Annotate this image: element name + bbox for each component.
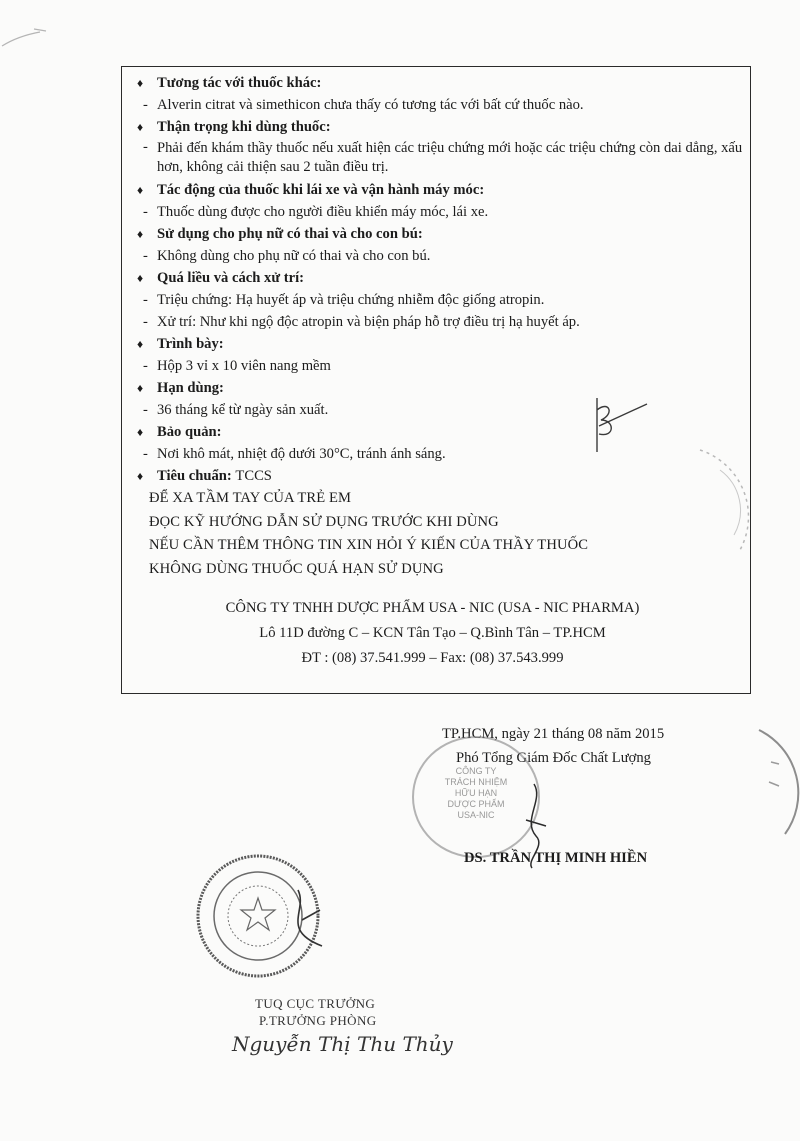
- dash-bullet: -: [143, 248, 148, 264]
- section-heading: [135, 465, 750, 487]
- section-heading: [135, 116, 750, 138]
- section-line: [135, 443, 750, 465]
- dash-bullet: -: [143, 97, 148, 113]
- section-heading: [135, 72, 750, 94]
- section-precautions: [135, 116, 750, 179]
- section-heading: [135, 377, 750, 399]
- diamond-bullet-icon: ♦: [137, 469, 144, 483]
- diamond-bullet-icon: ♦: [137, 76, 144, 90]
- section-heading: [135, 421, 750, 443]
- dash-bullet: -: [143, 358, 148, 374]
- warning-block: [135, 487, 750, 581]
- diamond-bullet-icon: ♦: [137, 271, 144, 285]
- side-stamp-partial: [690, 440, 750, 560]
- dash-bullet: -: [143, 402, 148, 418]
- line-text: Phải đến khám thầy thuốc nếu xuất hiện các triệu chứng mới hoặc các triệu chứng còn dai dẳng, xấu hơn, không cải thiện sau 2 tuần điều trị.: [157, 140, 743, 175]
- dash-bullet: -: [143, 204, 148, 220]
- leaflet-content: [135, 72, 750, 671]
- stamp-line: USA-NIC: [457, 810, 495, 820]
- section-line: [135, 289, 750, 311]
- line-text: 36 tháng kể từ ngày sản xuất.: [157, 402, 329, 418]
- stamp-line: CÔNG TY: [455, 766, 497, 776]
- warning-line: KHÔNG DÙNG THUỐC QUÁ HẠN SỬ DỤNG: [149, 560, 444, 577]
- line-text: Nơi khô mát, nhiệt độ dưới 30°C, tránh ánh sáng.: [157, 446, 446, 462]
- heading-text: Tác động của thuốc khi lái xe và vận hành máy móc:: [157, 182, 485, 198]
- section-driving: [135, 179, 750, 223]
- heading-text: Bảo quản:: [157, 424, 222, 440]
- section-overdose: [135, 267, 750, 333]
- dash-bullet: -: [143, 314, 148, 330]
- approver-signature-name: Nguyễn Thị Thu Thủy: [232, 1032, 453, 1056]
- dash-bullet: -: [143, 292, 148, 308]
- company-name: CÔNG TY TNHH DƯỢC PHẨM USA - NIC (USA - NIC PHARMA): [225, 600, 640, 616]
- company-address: Lô 11D đường C – KCN Tân Tạo – Q.Bình Tân – TP.HCM: [259, 625, 606, 641]
- line-text: Thuốc dùng được cho người điều khiển máy móc, lái xe.: [157, 204, 489, 220]
- heading-text: Hạn dùng:: [157, 380, 224, 396]
- section-line: [135, 201, 750, 223]
- company-stamp-text: [434, 766, 518, 821]
- warning-line: ĐỌC KỸ HƯỚNG DẪN SỬ DỤNG TRƯỚC KHI DÙNG: [149, 513, 499, 530]
- heading-text: Sử dụng cho phụ nữ có thai và cho con bú:: [157, 226, 423, 242]
- section-heading: [135, 223, 750, 245]
- line-text: Triệu chứng: Hạ huyết áp và triệu chứng nhiễm độc giống atropin.: [157, 292, 545, 308]
- company-contact: ĐT : (08) 37.541.999 – Fax: (08) 37.543.999: [301, 650, 564, 666]
- ministry-seal: [190, 850, 330, 985]
- initials-signature: [585, 390, 655, 460]
- diamond-bullet-icon: ♦: [137, 425, 144, 439]
- warning-line: NẾU CẦN THÊM THÔNG TIN XIN HỎI Ý KIẾN CỦA THẦY THUỐC: [149, 537, 589, 553]
- signer-name: DS. TRẦN THỊ MINH HIỀN: [464, 850, 648, 866]
- stamp-line: DƯỢC PHẨM: [447, 799, 505, 809]
- diamond-bullet-icon: ♦: [137, 120, 144, 134]
- dash-bullet: -: [143, 446, 148, 462]
- warning-line: ĐỂ XA TẦM TAY CỦA TRẺ EM: [149, 490, 352, 506]
- approval-line-1: TUQ CỤC TRƯỞNG: [255, 996, 376, 1011]
- section-interactions: [135, 72, 750, 116]
- scan-mark: [0, 20, 60, 50]
- diamond-bullet-icon: ♦: [137, 337, 144, 351]
- heading-text: Tương tác với thuốc khác:: [157, 75, 322, 91]
- heading-text: Tiêu chuẩn:: [157, 468, 232, 484]
- section-line: [135, 94, 750, 116]
- section-line: [135, 399, 750, 421]
- section-storage: [135, 421, 750, 465]
- heading-text: Trình bày:: [157, 336, 224, 352]
- side-stamp-partial: [745, 722, 800, 842]
- line-text: Không dùng cho phụ nữ có thai và cho con bú.: [157, 248, 431, 264]
- section-shelf-life: [135, 377, 750, 421]
- dash-bullet: -: [143, 139, 148, 155]
- diamond-bullet-icon: ♦: [137, 227, 144, 241]
- section-line: [135, 311, 750, 333]
- section-heading: [135, 267, 750, 289]
- heading-text: Quá liều và cách xử trí:: [157, 270, 304, 286]
- section-line: [135, 245, 750, 267]
- section-line: [135, 138, 750, 179]
- section-pregnancy: [135, 223, 750, 267]
- section-presentation: [135, 333, 750, 377]
- signoff-date: TP.HCM, ngày 21 tháng 08 năm 2015: [442, 726, 665, 742]
- stamp-line: TRÁCH NHIỆM HỮU HẠN: [444, 777, 508, 798]
- section-heading: [135, 179, 750, 201]
- standard-value: TCCS: [235, 468, 272, 484]
- section-heading: [135, 333, 750, 355]
- signoff-title: Phó Tổng Giám Đốc Chất Lượng: [456, 750, 651, 766]
- line-text: Xử trí: Như khi ngộ độc atropin và biện pháp hỗ trợ điều trị hạ huyết áp.: [157, 314, 580, 330]
- diamond-bullet-icon: ♦: [137, 381, 144, 395]
- company-block: [135, 596, 750, 671]
- approval-block: [255, 995, 377, 1029]
- section-line: [135, 355, 750, 377]
- line-text: Hộp 3 vỉ x 10 viên nang mềm: [157, 358, 331, 374]
- heading-text: Thận trọng khi dùng thuốc:: [157, 119, 331, 135]
- diamond-bullet-icon: ♦: [137, 183, 144, 197]
- approval-line-2: P.TRƯỞNG PHÒNG: [259, 1013, 377, 1028]
- section-standard: [135, 465, 750, 487]
- line-text: Alverin citrat và simethicon chưa thấy có tương tác với bất cứ thuốc nào.: [157, 97, 584, 113]
